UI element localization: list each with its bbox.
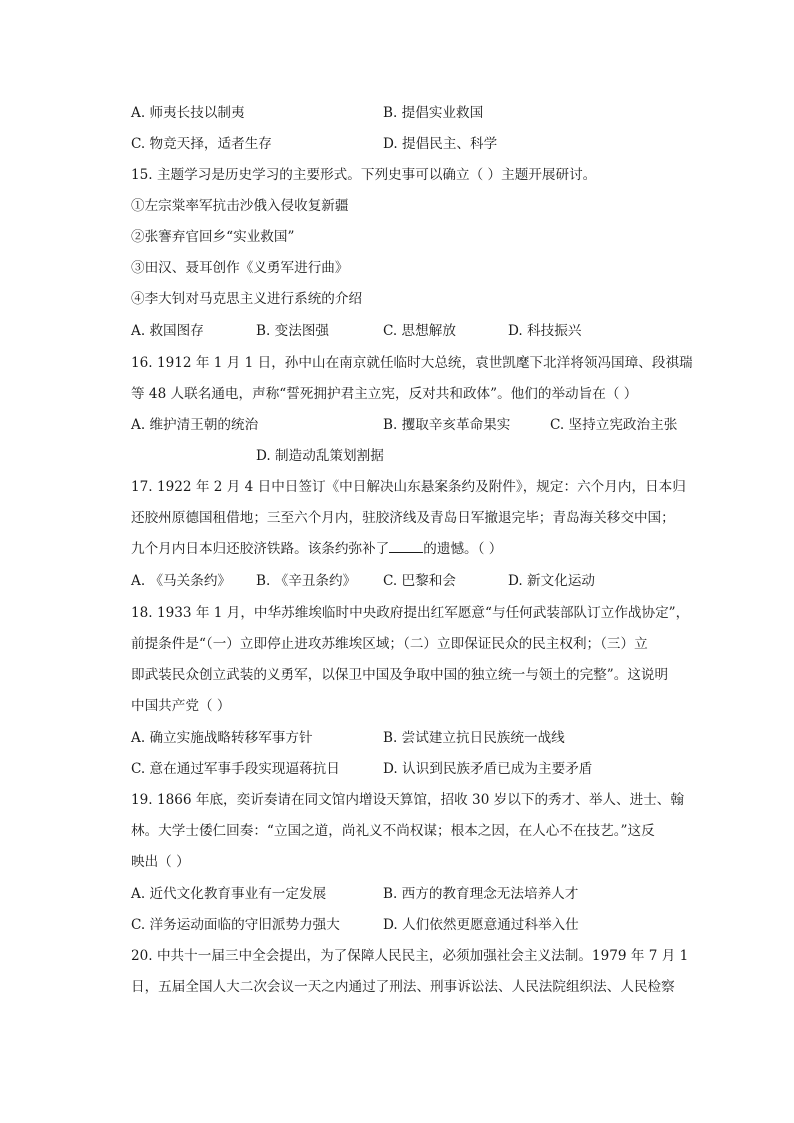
q15-option-c: C. 思想解放: [383, 323, 456, 339]
q15-option-b: B. 变法图强: [256, 323, 330, 339]
q19-option-c: C. 洋务运动面临的守旧派势力强大: [131, 917, 340, 933]
q18-stem-line-1: 18. 1933 年 1 月，中华苏维埃临时中央政府提出红军愿意“与任何武装部队订立作战协定”，: [131, 605, 690, 621]
q19-stem-line-3: 映出（ ）: [131, 854, 190, 870]
q20-stem-line-1: 20. 中共十一届三中全会提出，为了保障人民民主，必须加强社会主义法制。1979 年 7 月 1: [131, 948, 689, 964]
q17-option-d: D. 新文化运动: [508, 573, 596, 589]
q17-stem-post: 的遗憾。（ ）: [423, 541, 503, 557]
q18-stem-line-4: 中国共产党（ ）: [131, 698, 231, 714]
q18-option-c: C. 意在通过军事手段实现逼蒋抗日: [131, 761, 340, 777]
q14-option-c: C. 物竞天择，适者生存: [131, 136, 272, 152]
q15-stem: 15. 主题学习是历史学习的主要形式。下列史事可以确立（ ）主题开展研讨。: [131, 167, 597, 183]
q16-option-a: A. 维护清王朝的统治: [131, 417, 259, 433]
q15-item-2: ②张謇弃官回乡“实业救国”: [131, 229, 295, 245]
q14-option-b: B. 提倡实业救国: [383, 105, 484, 121]
q14-option-a: A. 师夷长技以制夷: [131, 105, 245, 121]
q17-stem-line-2: 还胶州原德国租借地；三至六个月内，驻胶济线及青岛日军撤退完毕；青岛海关移交中国；: [131, 510, 675, 526]
q18-stem-line-3: 即武装民众创立武装的义勇军，以保卫中国及争取中国的独立统一与领土的完整”。这说明: [131, 667, 669, 683]
q16-option-c: C. 坚持立宪政治主张: [550, 417, 678, 433]
q19-stem-line-2: 林。大学士倭仁回奏：“立国之道，尚礼义不尚权谋；根本之因，在人心不在技艺。”这反: [131, 823, 655, 839]
q17-stem-pre: 九个月内日本归还胶济铁路。该条约弥补了: [131, 541, 390, 557]
q19-option-a: A. 近代文化教育事业有一定发展: [131, 886, 327, 902]
q17-option-c: C. 巴黎和会: [383, 573, 456, 589]
q18-stem-line-2: 前提条件是“（一）立即停止进攻苏维埃区域；（二）立即保证民众的民主权利；（三）立: [131, 636, 648, 652]
q17-option-a: A. 《马关条约》: [131, 573, 232, 589]
q15-item-1: ①左宗棠率军抗击沙俄入侵收复新疆: [131, 198, 349, 214]
q18-option-a: A. 确立实施战略转移军事方针: [131, 730, 313, 746]
q20-stem-line-2: 日，五届全国人大二次会议一天之内通过了刑法、刑事诉讼法、人民法院组织法、人民检察: [131, 979, 675, 995]
q15-option-a: A. 救国图存: [131, 323, 204, 339]
q19-option-d: D. 人们依然更愿意通过科举入仕: [383, 917, 579, 933]
q19-stem-line-1: 19. 1866 年底，奕䜣奏请在同文馆内增设天算馆，招收 30 岁以下的秀才、举人、进士、翰: [131, 792, 684, 808]
q16-option-b: B. 攫取辛亥革命果实: [383, 417, 511, 433]
q17-stem-line-1: 17. 1922 年 2 月 4 日中日签订《中日解决山东悬案条约及附件》，规定：六个月内，日本归: [131, 479, 686, 495]
q16-stem-line-2: 等 48 人联名通电，声称“誓死拥护君主立宪，反对共和政体”。他们的举动旨在（ ）: [131, 386, 638, 402]
q15-item-3: ③田汉、聂耳创作《义勇军进行曲》: [131, 260, 349, 276]
q18-option-b: B. 尝试建立抗日民族统一战线: [383, 730, 565, 746]
q17-option-b: B. 《辛丑条约》: [256, 573, 357, 589]
q14-option-d: D. 提倡民主、科学: [383, 136, 498, 152]
fill-in-blank: [389, 540, 423, 553]
q17-stem-line-3: [131, 540, 502, 558]
q18-option-d: D. 认识到民族矛盾已成为主要矛盾: [383, 761, 593, 777]
q19-option-b: B. 西方的教育理念无法培养人才: [383, 886, 579, 902]
q16-stem-line-1: 16. 1912 年 1 月 1 日，孙中山在南京就任临时大总统，袁世凯麾下北洋将领冯国璋、段祺瑞: [131, 355, 693, 371]
q16-option-d: D. 制造动乱策划割据: [256, 448, 384, 464]
q15-item-4: ④李大钊对马克思主义进行系统的介绍: [131, 291, 363, 307]
q15-option-d: D. 科技振兴: [508, 323, 582, 339]
